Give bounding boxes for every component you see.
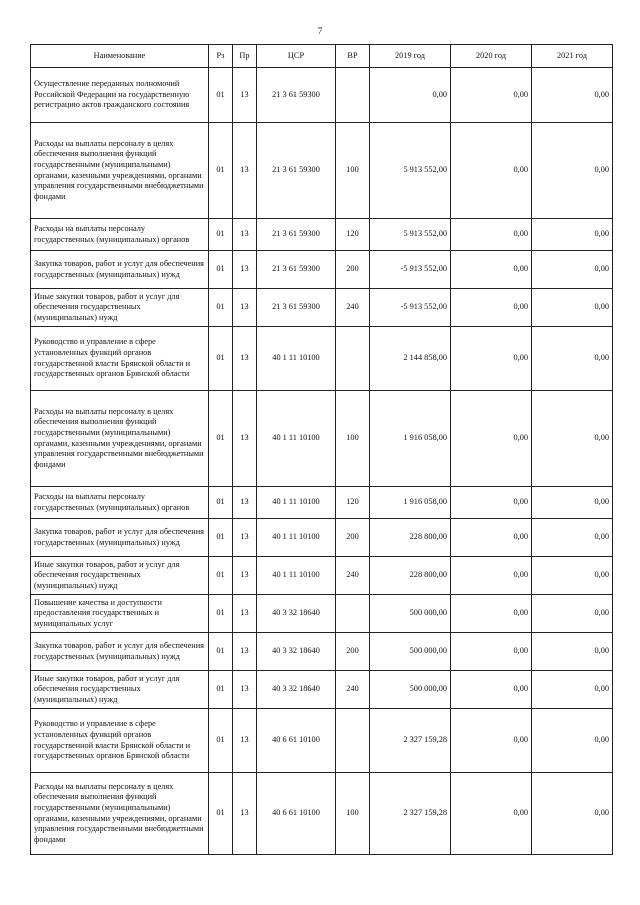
cell-csr: 40 1 11 10100 [257, 391, 336, 487]
cell-vr: 100 [336, 123, 370, 219]
table-row [31, 709, 613, 773]
cell-2020: 0,00 [451, 327, 532, 391]
table-row [31, 123, 613, 219]
cell-csr: 40 6 61 10100 [257, 709, 336, 773]
cell-name: Закупка товаров, работ и услуг для обеспечения государственных (муниципальных) нужд [31, 633, 209, 671]
cell-pr: 13 [233, 487, 257, 519]
header-rz: Рз [209, 45, 233, 68]
table-row [31, 519, 613, 557]
cell-2021: 0,00 [532, 327, 613, 391]
table-header-row [31, 45, 613, 68]
cell-2021: 0,00 [532, 123, 613, 219]
cell-vr: 100 [336, 773, 370, 855]
cell-pr: 13 [233, 289, 257, 327]
cell-2019: 1 916 058,00 [370, 391, 451, 487]
cell-2021: 0,00 [532, 709, 613, 773]
cell-2020: 0,00 [451, 671, 532, 709]
budget-table [30, 44, 613, 855]
cell-2019: -5 913 552,00 [370, 289, 451, 327]
cell-pr: 13 [233, 773, 257, 855]
cell-2019: 2 144 858,00 [370, 327, 451, 391]
cell-vr: 120 [336, 219, 370, 251]
cell-csr: 40 3 32 18640 [257, 633, 336, 671]
cell-2021: 0,00 [532, 219, 613, 251]
cell-name: Закупка товаров, работ и услуг для обеспечения государственных (муниципальных) нужд [31, 519, 209, 557]
cell-2020: 0,00 [451, 773, 532, 855]
cell-name: Расходы на выплаты персоналу в целях обеспечения выполнения функций государственными (муниципальными) органами, казенными учреждениями, органами управления государственными внебюджетными фондами [31, 773, 209, 855]
cell-csr: 40 3 32 18640 [257, 595, 336, 633]
cell-name: Руководство и управление в сфере установленных функций органов государственной власти Брянской области и государственных органов Брянской области [31, 709, 209, 773]
cell-csr: 40 1 11 10100 [257, 487, 336, 519]
cell-2021: 0,00 [532, 519, 613, 557]
cell-2021: 0,00 [532, 595, 613, 633]
page-number: 7 [317, 26, 323, 36]
cell-csr: 40 1 11 10100 [257, 327, 336, 391]
cell-rz: 01 [209, 773, 233, 855]
cell-2021: 0,00 [532, 251, 613, 289]
cell-rz: 01 [209, 251, 233, 289]
cell-2019: 5 913 552,00 [370, 123, 451, 219]
cell-2019: 5 913 552,00 [370, 219, 451, 251]
cell-name: Расходы на выплаты персоналу государственных (муниципальных) органов [31, 487, 209, 519]
table-body [31, 68, 613, 855]
cell-2019: 500 000,00 [370, 671, 451, 709]
header-2021: 2021 год [532, 45, 613, 68]
cell-rz: 01 [209, 289, 233, 327]
cell-pr: 13 [233, 68, 257, 123]
table-row [31, 68, 613, 123]
cell-csr: 21 3 61 59300 [257, 219, 336, 251]
cell-2020: 0,00 [451, 391, 532, 487]
cell-pr: 13 [233, 519, 257, 557]
table-row [31, 633, 613, 671]
cell-name: Повышение качества и доступности предоставления государственных и муниципальных услуг [31, 595, 209, 633]
cell-vr: 100 [336, 391, 370, 487]
cell-2020: 0,00 [451, 633, 532, 671]
table-row [31, 219, 613, 251]
cell-vr: 200 [336, 251, 370, 289]
cell-2020: 0,00 [451, 519, 532, 557]
cell-2019: 1 916 058,00 [370, 487, 451, 519]
cell-name: Расходы на выплаты персоналу государственных (муниципальных) органов [31, 219, 209, 251]
cell-2020: 0,00 [451, 251, 532, 289]
cell-pr: 13 [233, 557, 257, 595]
cell-2021: 0,00 [532, 633, 613, 671]
cell-rz: 01 [209, 709, 233, 773]
cell-csr: 40 1 11 10100 [257, 557, 336, 595]
cell-name: Закупка товаров, работ и услуг для обеспечения государственных (муниципальных) нужд [31, 251, 209, 289]
cell-vr [336, 595, 370, 633]
cell-pr: 13 [233, 251, 257, 289]
cell-2019: 2 327 159,28 [370, 773, 451, 855]
cell-name: Осуществление переданных полномочий Российской Федерации на государственную регистрацию актов гражданского состояния [31, 68, 209, 123]
cell-vr [336, 327, 370, 391]
cell-2021: 0,00 [532, 487, 613, 519]
cell-2019: 228 800,00 [370, 557, 451, 595]
header-csr: ЦСР [257, 45, 336, 68]
header-vr: ВР [336, 45, 370, 68]
cell-2019: 0,00 [370, 68, 451, 123]
cell-rz: 01 [209, 557, 233, 595]
table-row [31, 251, 613, 289]
cell-2021: 0,00 [532, 391, 613, 487]
cell-2020: 0,00 [451, 219, 532, 251]
cell-vr [336, 709, 370, 773]
cell-name: Руководство и управление в сфере установленных функций органов государственной власти Брянской области и государственных органов Брянской области [31, 327, 209, 391]
cell-csr: 21 3 61 59300 [257, 251, 336, 289]
cell-vr: 240 [336, 289, 370, 327]
header-2019: 2019 год [370, 45, 451, 68]
cell-vr: 120 [336, 487, 370, 519]
table-row [31, 289, 613, 327]
cell-2019: 500 000,00 [370, 595, 451, 633]
table-row [31, 391, 613, 487]
cell-2021: 0,00 [532, 671, 613, 709]
cell-csr: 21 3 61 59300 [257, 123, 336, 219]
cell-rz: 01 [209, 219, 233, 251]
cell-rz: 01 [209, 595, 233, 633]
table-row [31, 327, 613, 391]
cell-2020: 0,00 [451, 289, 532, 327]
table-row [31, 557, 613, 595]
cell-rz: 01 [209, 519, 233, 557]
table-row [31, 671, 613, 709]
cell-csr: 21 3 61 59300 [257, 68, 336, 123]
cell-csr: 21 3 61 59300 [257, 289, 336, 327]
cell-rz: 01 [209, 487, 233, 519]
cell-pr: 13 [233, 595, 257, 633]
header-name: Наименование [31, 45, 209, 68]
cell-csr: 40 3 32 18640 [257, 671, 336, 709]
cell-2020: 0,00 [451, 487, 532, 519]
cell-vr [336, 68, 370, 123]
cell-rz: 01 [209, 671, 233, 709]
header-2020: 2020 год [451, 45, 532, 68]
cell-2019: 500 000,00 [370, 633, 451, 671]
cell-pr: 13 [233, 709, 257, 773]
cell-csr: 40 1 11 10100 [257, 519, 336, 557]
cell-2019: 2 327 159,28 [370, 709, 451, 773]
cell-2020: 0,00 [451, 709, 532, 773]
table-row [31, 595, 613, 633]
cell-2019: -5 913 552,00 [370, 251, 451, 289]
cell-pr: 13 [233, 123, 257, 219]
cell-2020: 0,00 [451, 68, 532, 123]
cell-pr: 13 [233, 391, 257, 487]
cell-name: Иные закупки товаров, работ и услуг для обеспечения государственных (муниципальных) нужд [31, 557, 209, 595]
header-pr: Пр [233, 45, 257, 68]
cell-name: Иные закупки товаров, работ и услуг для обеспечения государственных (муниципальных) нужд [31, 671, 209, 709]
cell-vr: 200 [336, 633, 370, 671]
cell-pr: 13 [233, 327, 257, 391]
cell-vr: 200 [336, 519, 370, 557]
cell-rz: 01 [209, 68, 233, 123]
cell-rz: 01 [209, 123, 233, 219]
cell-2021: 0,00 [532, 289, 613, 327]
cell-rz: 01 [209, 327, 233, 391]
cell-2021: 0,00 [532, 68, 613, 123]
cell-vr: 240 [336, 557, 370, 595]
cell-2019: 228 800,00 [370, 519, 451, 557]
cell-2020: 0,00 [451, 123, 532, 219]
cell-2020: 0,00 [451, 557, 532, 595]
cell-name: Иные закупки товаров, работ и услуг для обеспечения государственных (муниципальных) нужд [31, 289, 209, 327]
cell-pr: 13 [233, 671, 257, 709]
cell-2021: 0,00 [532, 773, 613, 855]
cell-rz: 01 [209, 633, 233, 671]
cell-vr: 240 [336, 671, 370, 709]
cell-2021: 0,00 [532, 557, 613, 595]
table-row [31, 487, 613, 519]
cell-2020: 0,00 [451, 595, 532, 633]
cell-pr: 13 [233, 219, 257, 251]
cell-rz: 01 [209, 391, 233, 487]
table-row [31, 773, 613, 855]
cell-pr: 13 [233, 633, 257, 671]
cell-name: Расходы на выплаты персоналу в целях обеспечения выполнения функций государственными (муниципальными) органами, казенными учреждениями, органами управления государственными внебюджетными фондами [31, 123, 209, 219]
cell-name: Расходы на выплаты персоналу в целях обеспечения выполнения функций государственными (муниципальными) органами, казенными учреждениями, органами управления государственными внебюджетными фондами [31, 391, 209, 487]
cell-csr: 40 6 61 10100 [257, 773, 336, 855]
